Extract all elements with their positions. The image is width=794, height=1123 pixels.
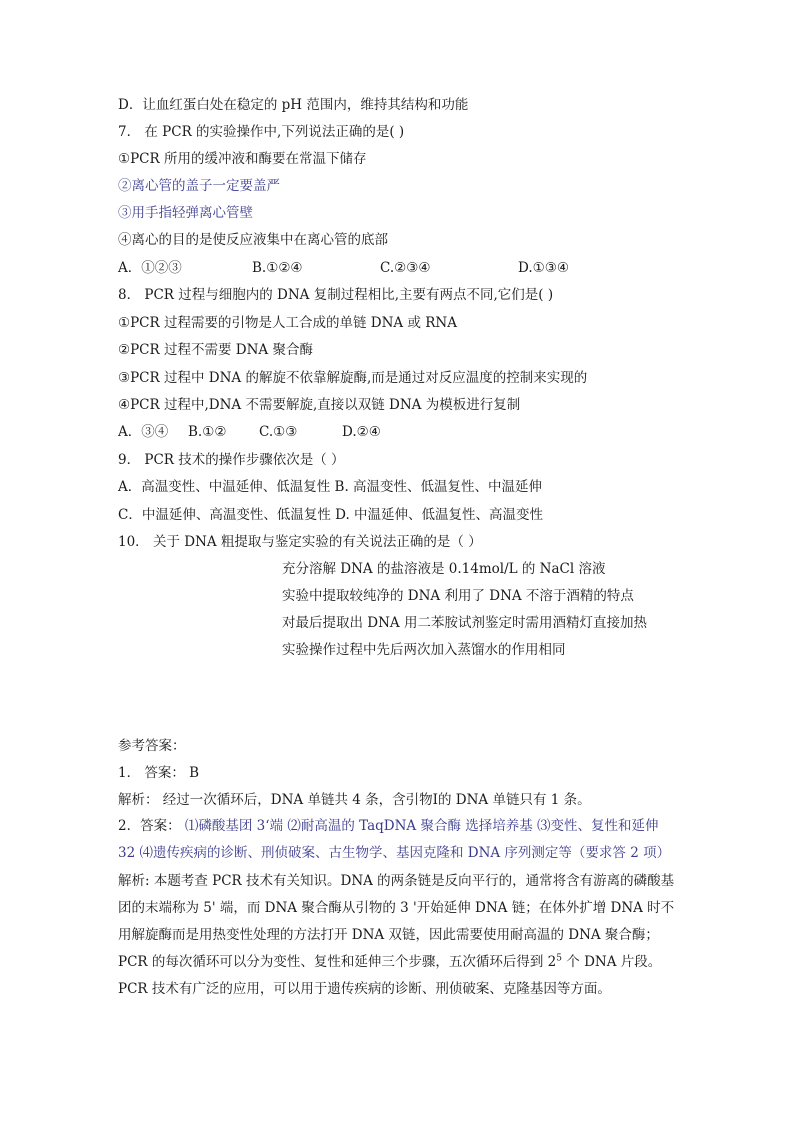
q8-item-2: ②PCR 过程不需要 DNA 聚合酶 [118,342,313,358]
answer-2-explanation-sup: 5 [556,953,562,964]
answer-2 [118,813,678,867]
q7-item-4: ④离心的目的是使反应液集中在离心管的底部 [118,232,388,248]
answer-2-explanation-post: 个 DNA 片段。PCR 技术有广泛的应用，可以用于遗传疾病的诊断、刑侦破案、克隆基因等方面。 [118,954,662,997]
q8-item-3: ③PCR 过程中 DNA 的解旋不依靠解旋酶,而是通过对反应温度的控制来实现的 [118,370,588,386]
q8-option-a: A．③④ [118,424,169,440]
q8-stem: 8． PCR 过程与细胞内的 DNA 复制过程相比,主要有两点不同,它们是( ) [118,287,554,303]
q10-stem: 10． 关于 DNA 粗提取与鉴定实验的有关说法正确的是（ ） [118,534,482,550]
q10-item-3: 对最后提取出 DNA 用二苯胺试剂鉴定时需用酒精灯直接加热 [282,615,647,631]
q7-option-d: D.①③④ [518,260,569,276]
q8-option-c: C.①③ [259,424,298,440]
q8-item-4: ④PCR 过程中,DNA 不需要解旋,直接以双链 DNA 为模板进行复制 [118,397,521,413]
q10-item-4: 实验操作过程中先后两次加入蒸馏水的作用相同 [282,642,566,658]
q8-item-1: ①PCR 过程需要的引物是人工合成的单链 DNA 或 RNA [118,315,457,331]
q7-option-a: A．①②③ [118,260,182,276]
q8-option-d: D.②④ [342,424,381,440]
q10-item-2: 实验中提取较纯净的 DNA 利用了 DNA 不溶于酒精的特点 [282,588,634,604]
q9-options-line-1: A．高温变性、中温延伸、低温复性 B. 高温变性、低温复性、中温延伸 [118,479,543,495]
q7-item-2: ②离心管的盖子一定要盖严 [118,178,280,194]
q10-item-1: 充分溶解 DNA 的盐溶液是 0.14mol/L 的 NaCl 溶液 [282,561,606,577]
answer-2-text: ⑴磷酸基团 3‘端 ⑵耐高温的 TaqDNA 聚合酶 选择培养基 ⑶变性、复性和延伸 32 ⑷遗传疾病的诊断、刑侦破案、古生物学、基因克隆和 DNA 序列测定等（要求答 2 项） [118,818,671,861]
q7-option-b: B.①②④ [252,260,303,276]
q7-stem: 7． 在 PCR 的实验操作中,下列说法正确的是( ) [118,124,405,140]
answer-1: 1． 答案： B [118,765,200,781]
answer-2-explanation-pre: 解析: 本题考查 PCR 技术有关知识。DNA 的两条链是反向平行的，通常将含有游离的磷酸基团的末端称为 5' 端，而 DNA 聚合酶从引物的 3 '开始延伸 DNA 链；在体外扩增 DNA 时不用解旋酶而是用热变性处理的方法打开 DNA 双链，因此需要使用耐高温的 DNA 聚合酶；PCR 的每次循环可以分为变性、复性和延伸三个步骤，五次循环后得到 2 [118,873,675,970]
q7-item-3: ③用手指轻弹离心管壁 [118,205,253,221]
q9-stem: 9． PCR 技术的操作步骤依次是（ ） [118,452,345,468]
answers-title: 参考答案： [118,738,186,754]
answer-2-explanation [118,868,678,1003]
answer-1-explanation: 解析： 经过一次循环后，DNA 单链共 4 条，含引物Ⅰ的 DNA 单链只有 1 条。 [118,792,591,808]
q7-item-1: ①PCR 所用的缓冲液和酶要在常温下储存 [118,151,367,167]
q9-options-line-2: C．中温延伸、高温变性、低温复性 D. 中温延伸、低温复性、高温变性 [118,507,544,523]
answer-2-label: 2．答案： [118,818,181,834]
q6-option-d: D．让血红蛋白处在稳定的 pH 范围内，维持其结构和功能 [118,97,469,113]
q8-option-b: B.①② [188,424,227,440]
q7-option-c: C.②③④ [380,260,431,276]
